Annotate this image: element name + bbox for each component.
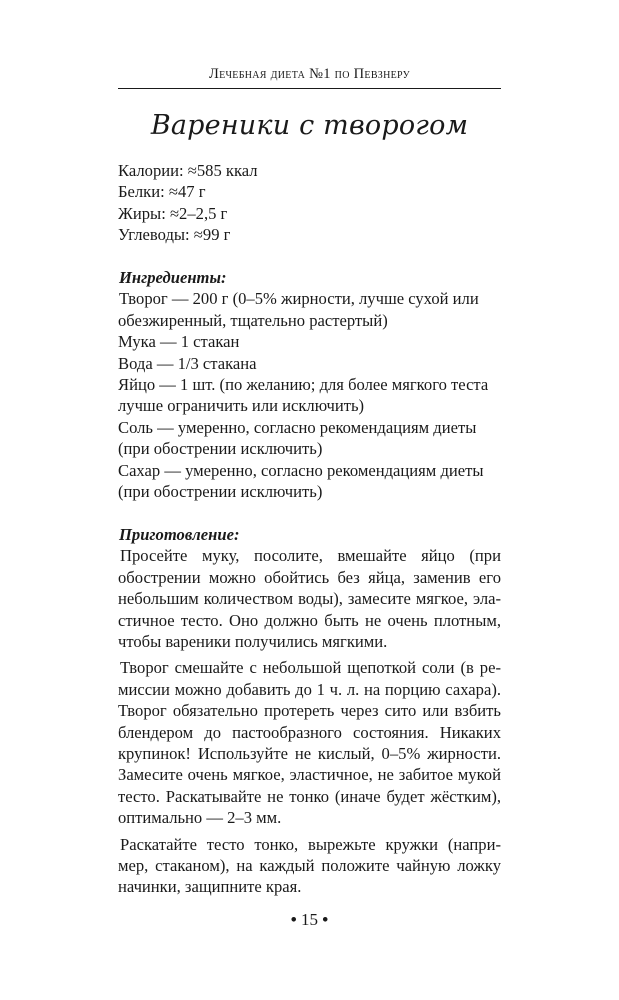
- ingredient-line: Сахар — умеренно, согласно рекомендациям диеты: [118, 460, 484, 480]
- ingredient-item: [118, 460, 501, 503]
- ingredient-item: [118, 331, 501, 352]
- ingredients-list: [118, 288, 501, 502]
- paragraph-line: начинки, защипните края.: [118, 877, 302, 897]
- running-head: Лечебная диета №1 по Певзнеру: [208, 66, 411, 82]
- recipe-body: [118, 160, 501, 898]
- nutrition-fat: Жиры: ≈2–2,5 г: [118, 203, 228, 223]
- ingredient-line: (при обострении исключить): [118, 439, 323, 459]
- ingredient-line: Вода — 1/3 стакана: [118, 353, 257, 373]
- preparation-heading: Приготовление:: [119, 524, 240, 544]
- page-number: [118, 910, 501, 930]
- nutrition-protein: Белки: ≈47 г: [118, 182, 206, 202]
- paragraph-line: миссии можно добавить до 1 ч. л. на порцию сахара).: [118, 679, 501, 699]
- paragraph-line: чтобы вареники получились мягкими.: [118, 631, 388, 651]
- ingredients-heading: Ингредиенты:: [119, 268, 227, 288]
- ingredient-item: [118, 417, 501, 460]
- paragraph-line: оптимально — 2–3 мм.: [118, 808, 282, 828]
- paragraph-line: Замесите очень мягкое, эластичное, не забитое мукой: [118, 765, 501, 785]
- paragraph-line: небольшим количеством воды), замесите мягкое, эла-: [118, 589, 501, 609]
- paragraph-line: Творог обязательно протереть через сито или взбить: [118, 701, 501, 721]
- paragraph-line: Просейте муку, посолите, вмешайте яйцо (при: [120, 546, 501, 566]
- ingredient-line: Мука — 1 стакан: [118, 332, 240, 352]
- preparation-paragraph: [118, 545, 501, 652]
- ingredient-item: [118, 288, 501, 331]
- paragraph-line: Творог смешайте с небольшой щепоткой соли (в ре-: [120, 658, 501, 678]
- ingredient-line: обезжиренный, тщательно растертый): [118, 310, 388, 330]
- ingredient-line: лучше ограничить или исключить): [118, 396, 365, 416]
- ingredient-line: Соль — умеренно, согласно рекомендациям диеты: [118, 417, 477, 437]
- preparation-paragraph: [118, 834, 501, 898]
- bullet-right: •: [322, 910, 329, 929]
- paragraph-line: мер, стаканом), на каждый положите чайную ложку: [118, 855, 501, 875]
- bullet-left: •: [290, 910, 297, 929]
- nutrition-carbs: Углеводы: ≈99 г: [118, 225, 231, 245]
- recipe-title: Вареники с творогом: [150, 110, 469, 141]
- paragraph-line: стичное тесто. Оно должно быть не очень плотным,: [118, 610, 501, 630]
- paragraph-line: тесто. Раскатывайте не тонко (иначе будет жёстким),: [118, 786, 501, 806]
- ingredient-line: Творог — 200 г (0–5% жирности, лучше сухой или: [119, 289, 479, 309]
- paragraph-line: Раскатайте тесто тонко, вырежьте кружки (напри-: [120, 834, 501, 854]
- paragraph-line: блендером до пастообразного состояния. Никаких: [118, 722, 501, 742]
- nutrition-list: [118, 160, 501, 246]
- ingredient-item: [118, 353, 501, 374]
- paragraph-line: крупинок! Используйте не кислый, 0–5% жирности.: [118, 743, 501, 763]
- page-number-value: 15: [301, 910, 318, 929]
- ingredient-item: [118, 374, 501, 417]
- ingredient-line: Яйцо — 1 шт. (по желанию; для более мягкого теста: [118, 375, 489, 395]
- paragraph-line: обострении можно обойтись без яйца, заменив его: [118, 567, 501, 587]
- preparation-steps: [118, 545, 501, 898]
- nutrition-calories: Калории: ≈585 ккал: [118, 161, 258, 180]
- preparation-paragraph: [118, 657, 501, 828]
- ingredient-line: (при обострении исключить): [118, 482, 323, 502]
- header-rule: [118, 88, 501, 89]
